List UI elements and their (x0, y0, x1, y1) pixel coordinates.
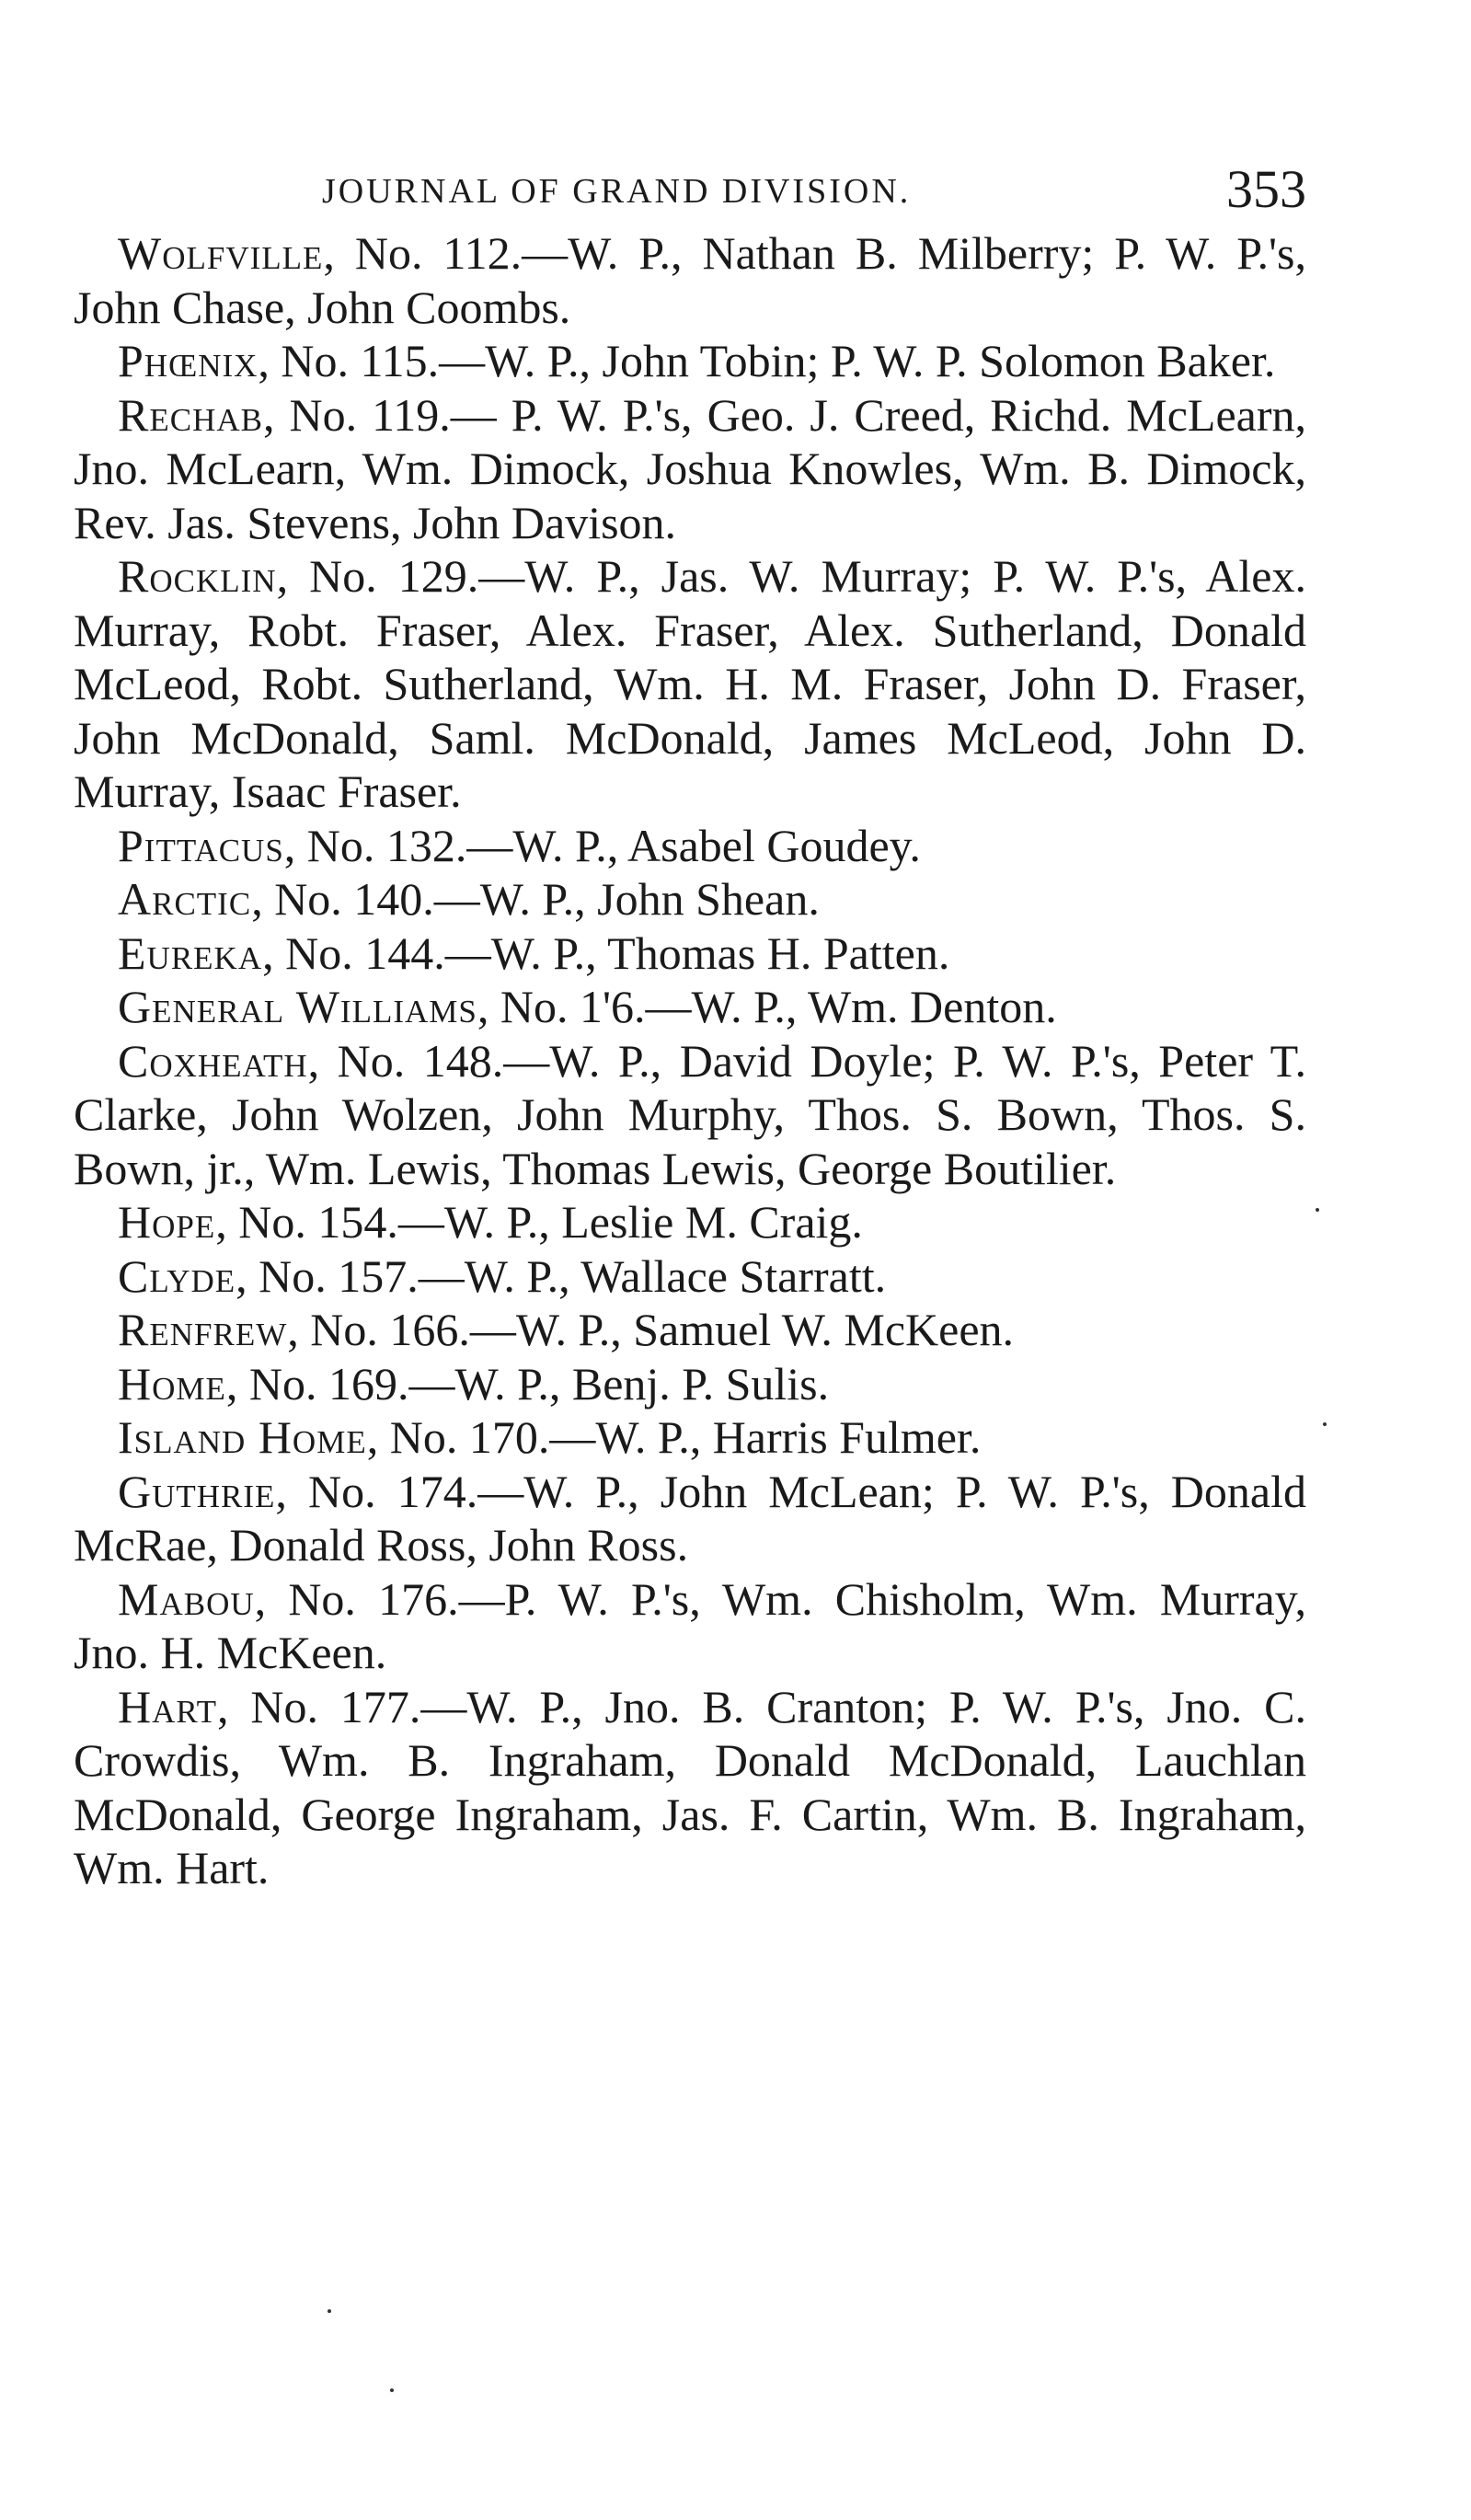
entry-text: , No. 129.—W. P., Jas. W. Murray; P. W. P.'s, Alex. Murray, Robt. Fraser, Alex. Fraser, Alex. Sutherland, Donald McLeod, Robt. Sutherland, Wm. H. M. Fraser, John D. Fraser, John McDonald, Saml. McDonald, James McLeod, John D. Murray, Isaac Fraser. (74, 550, 1306, 817)
entry-pittacus (74, 819, 1306, 873)
division-name: Rechab (118, 388, 263, 441)
division-name: Hart (118, 1680, 218, 1732)
entry-mabou (74, 1572, 1306, 1680)
page-header (74, 138, 1306, 219)
division-name: Phœnix (118, 335, 259, 386)
entry-arctic (74, 872, 1306, 926)
entry-wolfville (74, 226, 1306, 334)
entry-renfrew (74, 1303, 1306, 1357)
entry-guthrie (74, 1465, 1306, 1572)
entry-text: , No. 140.—W. P., John Shean. (251, 873, 820, 925)
division-entries (74, 226, 1306, 1895)
print-speck (328, 2309, 331, 2313)
division-name: Home (118, 1357, 226, 1410)
division-name: Guthrie (118, 1465, 276, 1517)
division-name: Coxheath (118, 1034, 308, 1087)
page-number: 353 (1226, 159, 1306, 219)
division-name: Hope (118, 1196, 216, 1248)
division-name: Wolfville (118, 227, 324, 279)
print-speck (390, 2388, 394, 2392)
entry-text: , No. 170.—W. P., Harris Fulmer. (366, 1411, 982, 1463)
running-title: JOURNAL OF GRAND DIVISION. (322, 172, 912, 211)
entry-text: , No. 115.—W. P., John Tobin; P. W. P. Solomon Baker. (258, 335, 1276, 386)
entry-text: , No. 166.—W. P., Samuel W. McKeen. (287, 1304, 1015, 1355)
entry-text: , No. 176.—P. W. P.'s, Wm. Chisholm, Wm. Murray, Jno. H. McKeen. (74, 1572, 1306, 1678)
book-page (74, 138, 1306, 1895)
entry-phoenix (74, 334, 1306, 388)
entry-text: , No. 169.—W. P., Benj. P. Sulis. (225, 1357, 830, 1410)
entry-text: , No. 148.—W. P., David Doyle; P. W. P.'s, Peter T. Clarke, John Wolzen, John Murphy, Thos. S. Bown, Thos. S. Bown, jr., Wm. Lewis, Thomas Lewis, George Boutilier. (74, 1034, 1306, 1194)
entry-text: , No. 1'6.—W. P., Wm. Denton. (477, 981, 1057, 1032)
entry-island-home (74, 1410, 1306, 1465)
entry-text: , No. 144.—W. P., Thomas H. Patten. (262, 926, 950, 979)
division-name: Renfrew (118, 1304, 288, 1355)
entry-text: , No. 132.—W. P., Asabel Goudey. (283, 819, 921, 871)
entry-clyde (74, 1249, 1306, 1304)
entry-hart (74, 1680, 1306, 1895)
division-name: Eureka (118, 926, 263, 979)
entry-rocklin (74, 549, 1306, 819)
division-name: Clyde (118, 1249, 236, 1302)
entry-text: , No. 177.—W. P., Jno. B. Cranton; P. W. P.'s, Jno. C. Crowdis, Wm. B. Ingraham, Donald McDonald, Lauchlan McDonald, George Ingraham, Jas. F. Cartin, Wm. B. Ingraham, Wm. Hart. (74, 1680, 1306, 1893)
entry-hope (74, 1195, 1306, 1249)
print-speck (1316, 1208, 1319, 1212)
entry-text: , No. 119.— P. W. P.'s, Geo. J. Creed, Richd. McLearn, Jno. McLearn, Wm. Dimock, Joshua Knowles, Wm. B. Dimock, Rev. Jas. Stevens, John Davison. (74, 388, 1306, 548)
entry-text: , No. 174.—W. P., John McLean; P. W. P.'s, Donald McRae, Donald Ross, John Ross. (74, 1465, 1306, 1571)
entry-coxheath (74, 1034, 1306, 1196)
division-name: Rocklin (118, 550, 277, 602)
division-name: Island Home (118, 1411, 367, 1463)
entry-text: , No. 154.—W. P., Leslie M. Craig. (215, 1196, 863, 1248)
division-name: General Williams (118, 981, 477, 1032)
entry-eureka (74, 926, 1306, 981)
division-name: Arctic (118, 873, 252, 925)
print-speck (1323, 1422, 1327, 1426)
entry-home (74, 1357, 1306, 1411)
entry-text: , No. 157.—W. P., Wallace Starratt. (236, 1249, 887, 1302)
entry-text: , No. 112.—W. P., Nathan B. Milberry; P. W. P.'s, John Chase, John Coombs. (74, 227, 1306, 333)
division-name: Mabou (118, 1572, 255, 1625)
entry-rechab (74, 388, 1306, 550)
entry-general-williams (74, 980, 1306, 1034)
division-name: Pittacus (118, 819, 284, 871)
